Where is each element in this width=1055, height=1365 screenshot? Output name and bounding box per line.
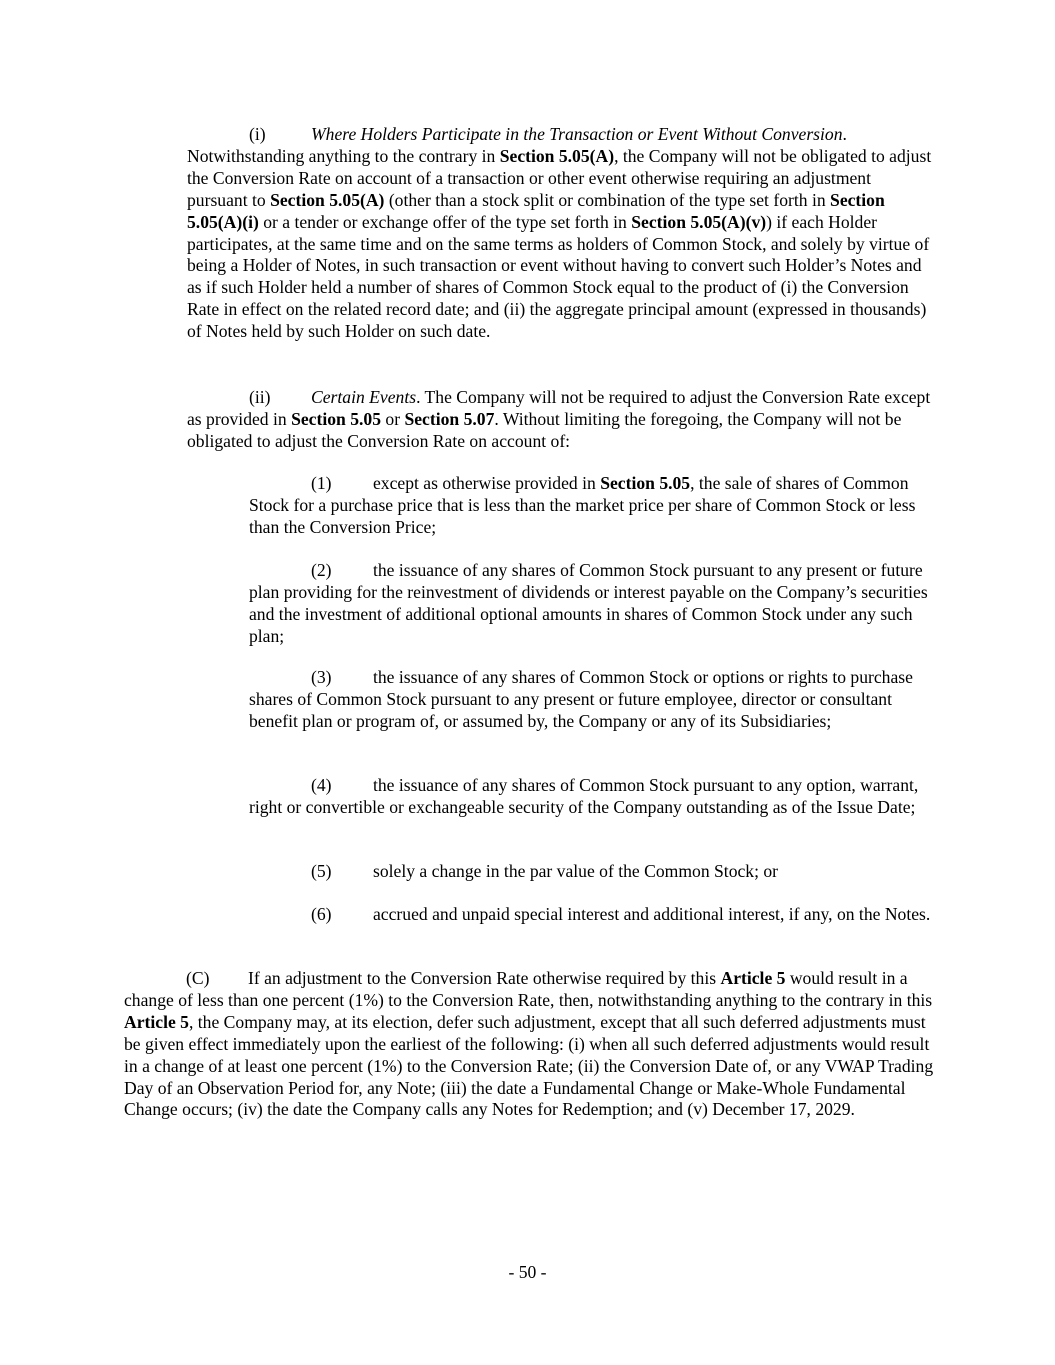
- list-item-6: (6) accrued and unpaid special interest and additional interest, if any, on the Notes.: [311, 904, 931, 924]
- article-ref: Article 5: [720, 968, 786, 988]
- paragraph-ii-heading: Certain Events: [311, 387, 417, 407]
- paragraph-i-label: (i): [249, 124, 266, 144]
- section-ref: Section 5.05(A): [499, 145, 615, 166]
- paragraph-c-label: (C): [186, 968, 210, 988]
- section-ref: Section 5.05(A): [270, 189, 385, 210]
- page-number: - 50 -: [508, 1262, 547, 1282]
- list-item-label: (4): [311, 775, 332, 795]
- paragraph-ii-label: (ii): [249, 387, 271, 407]
- list-item-label: (2): [311, 560, 332, 580]
- list-item-label: (6): [311, 904, 332, 924]
- section-ref: Section 5.05(A)(i): [187, 189, 885, 232]
- paragraph-c: (C) If an adjustment to the Conversion Rate otherwise required by this Article 5 would result in a change of less than one percent (1%) to the Conversion Rate, then, notwithstanding anything to the contrary in this Article 5, the Company may, at its election, defer such adjustment, except that all such deferred adjustments must be given effect immediately upon the earliest of the following: (i) when all such deferred adjustments would result in a change of at least one percent (1%) to the Conversion Rate; (ii) the Conversion Date of, or any VWAP Trading Day of an Observation Period for, any Note; (iii) the date a Fundamental Change or Make-Whole Fundamental Change occurs; (iv) the date the Company calls any Notes for Redemption; and (v) December 17, 2029.: [124, 968, 934, 1120]
- list-item-1: (1) except as otherwise provided in Section 5.05, the sale of shares of Common Stock for a purchase price that is less than the market price per share of Common Stock or less than the Conversion Price;: [249, 473, 916, 537]
- list-item-2: (2) the issuance of any shares of Common Stock pursuant to any present or future plan providing for the reinvestment of dividends or interest payable on the Company’s securities and the investment of additional optional amounts in shares of Common Stock under any such plan;: [249, 560, 928, 646]
- list-item-4: (4) the issuance of any shares of Common Stock pursuant to any option, warrant, right or convertible or exchangeable security of the Company outstanding as of the Issue Date;: [249, 775, 919, 817]
- section-ref: Section 5.05(A)(v): [631, 211, 767, 232]
- list-item-label: (1): [311, 473, 332, 493]
- paragraph-i-heading: Where Holders Participate in the Transaction or Event Without Conversion: [311, 124, 843, 144]
- list-item-3: (3) the issuance of any shares of Common Stock or options or rights to purchase shares of Common Stock pursuant to any present or future employee, director or consultant benefit plan or program of, or assumed by, the Company or any of its Subsidiaries;: [249, 667, 913, 731]
- paragraph-ii: (ii) Certain Events. The Company will not be required to adjust the Conversion Rate except as provided in Section 5.05 or Section 5.07. Without limiting the foregoing, the Company will not be obligated to adjust the Conversion Rate on account of:: [187, 387, 931, 451]
- section-ref: Section 5.05: [600, 473, 691, 493]
- article-ref: Article 5: [124, 1011, 189, 1032]
- paragraph-i: (i) Where Holders Participate in the Transaction or Event Without Conversion. Notwithstanding anything to the contrary in Section 5.05(A), the Company will not be obligated to adjust the Conversion Rate on account of a transaction or other event otherwise requiring an adjustment pursuant to Section 5.05(A) (other than a stock split or combination of the type set forth in Section 5.05(A)(i) or a tender or exchange offer of the type set forth in Section 5.05(A)(v)) if each Holder participates, at the same time and on the same terms as holders of Common Stock, and solely by virtue of being a Holder of Notes, in such transaction or event without having to convert such Holder’s Notes and as if such Holder held a number of shares of Common Stock equal to the product of (i) the Conversion Rate in effect on the related record date; and (ii) the aggregate principal amount (expressed in thousands) of Notes held by such Holder on such date.: [187, 124, 932, 342]
- section-ref: Section 5.07: [404, 408, 495, 429]
- list-item-5: (5) solely a change in the par value of the Common Stock; or: [311, 861, 779, 881]
- list-item-label: (3): [311, 667, 332, 687]
- section-ref: Section 5.05: [291, 408, 381, 429]
- list-item-label: (5): [311, 861, 332, 881]
